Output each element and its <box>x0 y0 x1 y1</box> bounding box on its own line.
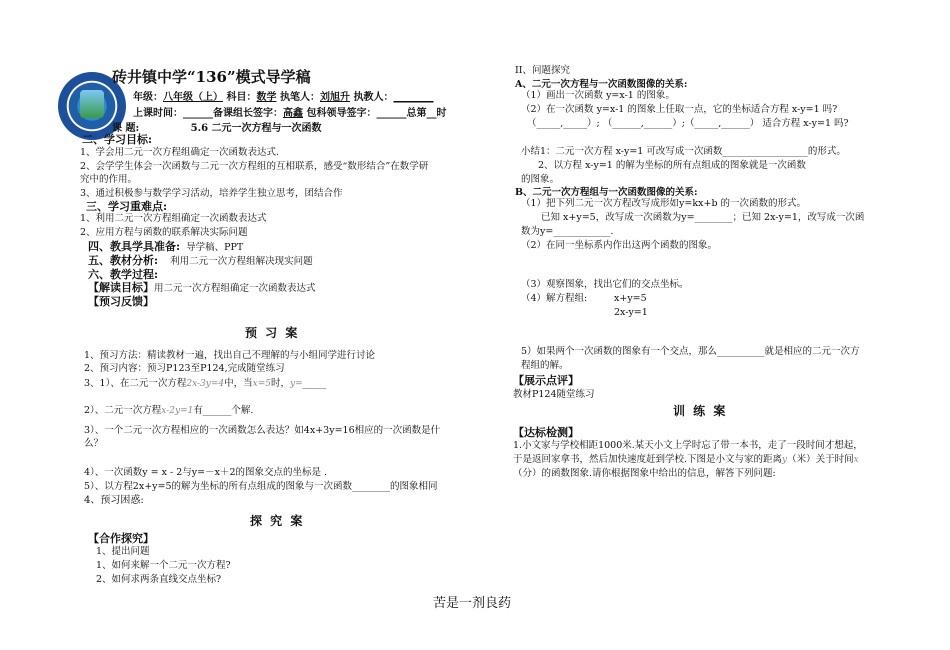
topic-line: 课 题: 5.6 二元一次方程与一次函数 <box>112 123 322 134</box>
summary-2: 2、以方程 x-y=1 的解为坐标的所有点组成的图象就是一次函数 <box>538 160 806 171</box>
process-title: 六、教学过程: <box>88 268 159 281</box>
preview-feedback: 【预习反馈】 <box>88 295 154 308</box>
preview-content: 2、预习内容：预习P123至P124,完成随堂练习 <box>84 363 285 374</box>
summary-1: 小结1：二元一次方程 x-y=1 可改写成一次函数__________________的形式。 <box>521 146 846 157</box>
part-b-steps: （3）观察图象，找出它们的交点坐标。 （4）解方程组: <box>521 279 689 304</box>
part-b-title: B、二元一次方程组与一次函数图像的关系: <box>515 187 698 198</box>
preview-q2: 2）、二元一次方程x-2y=1有______个解. <box>84 405 254 416</box>
part-b-items: （1）把下列二元一次方程改写成形如y=kx+b 的一次函数的形式。 已知 x+y=5，改写成一次函数为y=________；已知 2x-y=1，改写成一次函 数为y=____________. （2）在同一坐标系内作出这两个函数的图象。 <box>521 198 865 251</box>
preview-q4: 4）、一次函数y = x - 2与y=－x＋2的图象交点的坐标是 . <box>84 467 328 478</box>
preview-q3: 3）、一个二元一次方程相应的一次函数怎么表达？如4x+3y=16相应的一次函数是什 么？ <box>84 425 441 449</box>
school-title: 砖井镇中学“136”模式导学稿 <box>112 68 311 86</box>
show-title: 【展示点评】 <box>513 374 579 387</box>
goals-title: 二、学习目标: <box>82 133 153 146</box>
coop-questions: 1、提出问题 1、如何来解一个二元一次方程? 2、如何求两条直线交点坐标? <box>96 546 231 585</box>
tools-line: 四、教具学具准备: 导学稿、PPT <box>88 240 244 253</box>
part-b-conclusion: 5）如果两个一次函数的图象有一个交点，那么__________就是相应的二元一次方 程组的解。 <box>521 346 860 371</box>
preview-confusion: 4、预习困惑: <box>84 495 144 506</box>
train-heading: 训 练 案 <box>673 404 728 418</box>
meta-line-2: 上课时间：______备课组长签字：高鑫 包科领导签字：______总第__时 <box>133 108 447 119</box>
part-a-title: A、二元一次方程与一次函数图像的关系: <box>515 79 688 90</box>
show-text: 教材P124随堂练习 <box>513 389 595 400</box>
preview-heading: 预 习 案 <box>245 326 300 340</box>
logo-emblem <box>80 90 104 118</box>
goals-list: 1、学会用二元一次方程组确定一次函数表达式. 2、会学学生体会一次函数与二元一次方程组的互相联系，感受“数形结合”在数学研 究中的作用。 3、通过积极参与数学学习活动，培养学生独立思考，团结合作 <box>80 147 429 199</box>
summary-2b: 的图象。 <box>521 174 560 185</box>
meta-line-1: 年级：八年级（上） 科目：数学 执笔人：刘旭升 执教人：________ <box>133 92 434 103</box>
coop-title: 【合作探究】 <box>88 532 154 545</box>
keys-title: 三、学习重难点: <box>86 200 168 213</box>
read-goal-line: 【解读目标】用二元一次方程组确定一次函数表达式 <box>88 281 316 294</box>
equation-system: x+y=5 2x-y=1 <box>614 293 648 318</box>
preview-method: 1、预习方法：精读教材一遍，找出自己不理解的与小组同学进行讨论 <box>84 350 376 361</box>
material-line: 五、教材分析: 利用二元一次方程组解决现实问题 <box>88 254 313 267</box>
preview-q5: 5）、以方程2x+y=5的解为坐标的所有点组成的图象与一次函数________的图象相同 <box>84 481 438 492</box>
keys-list: 1、利用二元一次方程组确定一次函数表达式 2、应用方程与函数的联系解决实际问题 <box>80 213 267 238</box>
part-a-items: （1）画出一次函数 y=x-1 的图象。 （2）在一次函数 y=x-1 的图象上任取一点，它的坐标适合方程 x-y=1 吗? （_____,_____）; （______,______）;（_____,______） 适合方程 x-y=1 吗? <box>521 90 849 129</box>
check-title: 【达标检测】 <box>513 426 579 439</box>
problem-explore-title: II、问题探究 <box>515 65 571 76</box>
explore-heading: 探 究 案 <box>250 514 305 528</box>
footer-motto: 苦是一剂良药 <box>433 596 512 611</box>
preview-q1: 3、1）、在二元一次方程2x-3y=4中，当x=5时，y=_____ <box>84 378 327 389</box>
training-question: 1.小文家与学校相距1000米.某天小文上学时忘了带一本书，走了一段时间才想起， 于是返回家拿书，然后加快速度赶到学校.下图是小文与家的距离y（米）关于时间x （分）的函数图象.请你根据图象中给出的信息，解答下列问题: <box>513 440 863 479</box>
